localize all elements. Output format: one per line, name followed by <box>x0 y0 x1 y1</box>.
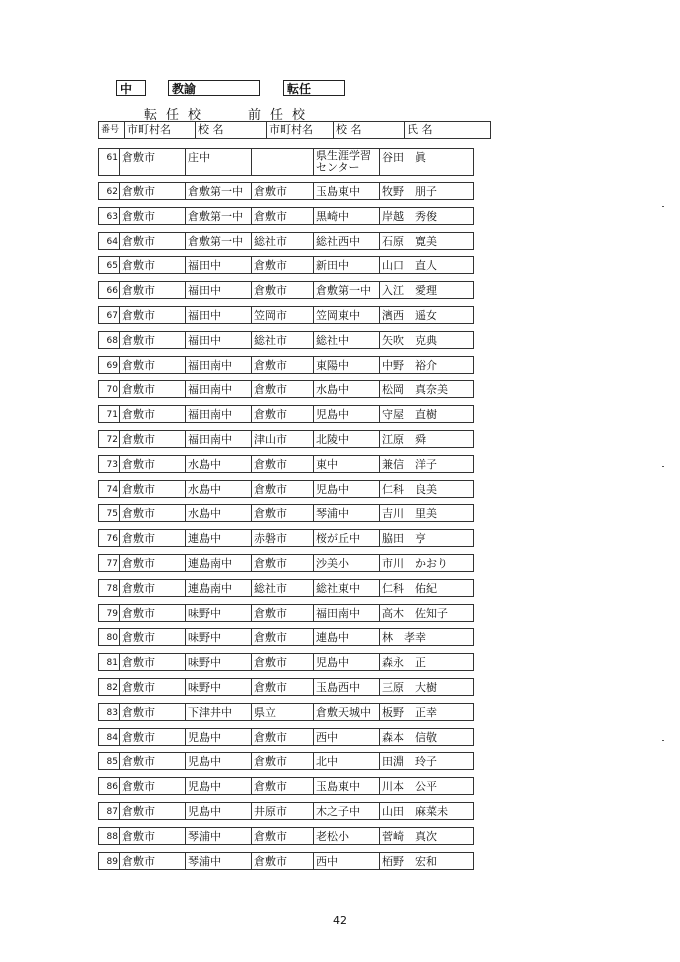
cell-prev-school: 黒崎中 <box>314 208 380 224</box>
cell-no: 83 <box>99 704 120 720</box>
cell-school: 味野中 <box>186 679 252 695</box>
cell-school: 倉敷第一中 <box>186 208 252 224</box>
cell-name: 林 孝幸 <box>382 631 426 645</box>
cell-city: 倉敷市 <box>120 679 186 695</box>
cell-prev-school: 笠岡東中 <box>314 307 380 323</box>
cell-prev-city <box>252 149 314 175</box>
table-row <box>98 182 474 200</box>
cell-city: 倉敷市 <box>120 208 186 224</box>
cell-prev-city: 県立 <box>252 704 314 720</box>
cell-prev-school: 児島中 <box>314 481 380 497</box>
table-row <box>98 281 474 299</box>
scan-mark <box>662 740 664 741</box>
cell-school: 連島南中 <box>186 555 252 571</box>
table-row <box>98 728 474 746</box>
cell-name: 脇田 亨 <box>382 532 426 546</box>
level-box: 中 <box>116 80 146 96</box>
cell-school: 連島南中 <box>186 580 252 596</box>
cell-name: 田淵 玲子 <box>382 755 437 769</box>
cell-school: 福田中 <box>186 307 252 323</box>
cell-prev-city: 倉敷市 <box>252 282 314 298</box>
cell-city: 倉敷市 <box>120 381 186 397</box>
cell-prev-city: 総社市 <box>252 233 314 249</box>
cell-city: 倉敷市 <box>120 778 186 794</box>
table-row <box>98 306 474 324</box>
cell-prev-city: 倉敷市 <box>252 729 314 745</box>
cell-name: 森本 信敬 <box>382 730 437 744</box>
cell-name: 牧野 朋子 <box>382 185 437 198</box>
cell-name: 吉川 里美 <box>382 507 437 521</box>
table-row <box>98 777 474 795</box>
cell-no: 62 <box>99 183 120 199</box>
table-row <box>98 554 474 572</box>
cell-school: 水島中 <box>186 505 252 521</box>
cell-prev-city: 笠岡市 <box>252 307 314 323</box>
cell-city: 倉敷市 <box>120 853 186 869</box>
cell-school: 琴浦中 <box>186 828 252 844</box>
scan-mark <box>662 206 664 207</box>
cell-name: 谷田 眞 <box>382 151 426 164</box>
cell-name: 菅崎 真次 <box>382 829 437 843</box>
cell-school: 連島中 <box>186 530 252 546</box>
cell-prev-school: 西中 <box>314 853 380 869</box>
table-row <box>98 752 474 770</box>
cell-school: 児島中 <box>186 753 252 769</box>
cell-name: 矢吹 克典 <box>382 333 437 347</box>
cell-prev-city: 倉敷市 <box>252 753 314 769</box>
cell-prev-school: 総社西中 <box>314 233 380 249</box>
cell-prev-school: 玉島西中 <box>314 679 380 695</box>
cell-name: 川本 公平 <box>382 780 437 794</box>
cell-name: 板野 正幸 <box>382 705 437 719</box>
table-row <box>98 827 474 845</box>
cell-name: 山口 直人 <box>382 259 437 273</box>
cell-no: 65 <box>99 257 120 273</box>
cell-no: 67 <box>99 307 120 323</box>
table-row <box>98 331 474 349</box>
cell-no: 61 <box>99 149 120 175</box>
table-row <box>98 148 474 176</box>
cell-prev-city: 倉敷市 <box>252 208 314 224</box>
col-name: 氏 名 <box>405 122 491 139</box>
cell-prev-school: 倉敷天城中 <box>314 704 380 720</box>
cell-school: 福田南中 <box>186 406 252 422</box>
cell-no: 81 <box>99 654 120 670</box>
table-row <box>98 356 474 374</box>
page-number: 42 <box>333 914 347 927</box>
cell-prev-city: 倉敷市 <box>252 381 314 397</box>
cell-prev-school: 西中 <box>314 729 380 745</box>
cell-city: 倉敷市 <box>120 282 186 298</box>
cell-school: 水島中 <box>186 456 252 472</box>
cell-name: 仁科 佑紀 <box>382 581 437 595</box>
table-row <box>98 256 474 274</box>
cell-no: 80 <box>99 629 120 645</box>
cell-name: 江原 舜 <box>382 433 426 446</box>
cell-prev-city: 倉敷市 <box>252 828 314 844</box>
cell-school: 水島中 <box>186 481 252 497</box>
cell-prev-school: 児島中 <box>314 406 380 422</box>
table-row <box>98 802 474 820</box>
cell-prev-city: 倉敷市 <box>252 778 314 794</box>
cell-no: 74 <box>99 481 120 497</box>
cell-city: 倉敷市 <box>120 332 186 348</box>
cell-city: 倉敷市 <box>120 406 186 422</box>
cell-no: 66 <box>99 282 120 298</box>
cell-name: 岸越 秀俊 <box>382 209 437 223</box>
table-row <box>98 405 474 423</box>
cell-prev-school: 老松小 <box>314 828 380 844</box>
cell-school: 味野中 <box>186 654 252 670</box>
column-header-table <box>98 121 491 139</box>
table-row <box>98 380 474 398</box>
cell-prev-city: 倉敷市 <box>252 456 314 472</box>
cell-prev-school: 県生涯学習センター <box>314 149 380 175</box>
cell-no: 87 <box>99 803 120 819</box>
cell-name: 市川 かおり <box>382 557 448 570</box>
cell-prev-school: 北中 <box>314 753 380 769</box>
cell-school: 琴浦中 <box>186 853 252 869</box>
cell-name: 松岡 真奈美 <box>382 383 448 397</box>
cell-city: 倉敷市 <box>120 149 186 175</box>
cell-prev-city: 倉敷市 <box>252 605 314 621</box>
cell-city: 倉敷市 <box>120 704 186 720</box>
cell-city: 倉敷市 <box>120 629 186 645</box>
col-prev-city: 市町村名 <box>267 122 334 139</box>
cell-prev-city: 倉敷市 <box>252 679 314 695</box>
cell-name: 濱西 遥女 <box>382 309 437 322</box>
cell-no: 82 <box>99 679 120 695</box>
cell-prev-school: 連島中 <box>314 629 380 645</box>
cell-city: 倉敷市 <box>120 555 186 571</box>
table-row <box>98 703 474 721</box>
cell-school: 味野中 <box>186 629 252 645</box>
cell-school: 児島中 <box>186 803 252 819</box>
cell-prev-city: 倉敷市 <box>252 505 314 521</box>
cell-prev-school: 木之子中 <box>314 803 380 819</box>
cell-prev-school: 東中 <box>314 456 380 472</box>
cell-school: 福田南中 <box>186 381 252 397</box>
cell-city: 倉敷市 <box>120 729 186 745</box>
cell-prev-school: 福田南中 <box>314 605 380 621</box>
cell-no: 84 <box>99 729 120 745</box>
cell-no: 85 <box>99 753 120 769</box>
cell-prev-school: 新田中 <box>314 257 380 273</box>
cell-no: 71 <box>99 406 120 422</box>
cell-name: 入江 愛理 <box>382 284 437 298</box>
table-row <box>98 232 474 250</box>
cell-prev-city: 倉敷市 <box>252 481 314 497</box>
table-row <box>98 207 474 225</box>
cell-no: 77 <box>99 555 120 571</box>
cell-city: 倉敷市 <box>120 530 186 546</box>
cell-city: 倉敷市 <box>120 307 186 323</box>
cell-prev-city: 倉敷市 <box>252 555 314 571</box>
cell-prev-school: 水島中 <box>314 381 380 397</box>
cell-city: 倉敷市 <box>120 456 186 472</box>
cell-prev-school: 倉敷第一中 <box>314 282 380 298</box>
col-school: 校 名 <box>196 122 267 139</box>
table-row <box>98 852 474 870</box>
cell-school: 味野中 <box>186 605 252 621</box>
cell-city: 倉敷市 <box>120 580 186 596</box>
table-row <box>98 455 474 473</box>
cell-no: 68 <box>99 332 120 348</box>
cell-no: 76 <box>99 530 120 546</box>
cell-school: 児島中 <box>186 778 252 794</box>
cell-prev-school: 東陽中 <box>314 357 380 373</box>
cell-school: 下津井中 <box>186 704 252 720</box>
section-previous-school: 前任校 <box>248 108 315 123</box>
cell-name: 仁科 良美 <box>382 482 437 496</box>
cell-name: 石原 寛美 <box>382 234 437 248</box>
cell-no: 88 <box>99 828 120 844</box>
cell-name: 山田 麻菜未 <box>382 805 448 818</box>
cell-city: 倉敷市 <box>120 654 186 670</box>
cell-school: 福田南中 <box>186 357 252 373</box>
cell-school: 福田南中 <box>186 431 252 447</box>
cell-school: 倉敷第一中 <box>186 183 252 199</box>
cell-city: 倉敷市 <box>120 505 186 521</box>
table-row <box>98 604 474 622</box>
cell-city: 倉敷市 <box>120 753 186 769</box>
cell-prev-city: 倉敷市 <box>252 406 314 422</box>
cell-name: 森永 正 <box>382 656 426 670</box>
cell-school: 児島中 <box>186 729 252 745</box>
cell-prev-school: 総社東中 <box>314 580 380 596</box>
cell-prev-city: 倉敷市 <box>252 183 314 199</box>
cell-name: 栢野 宏和 <box>382 854 437 868</box>
cell-city: 倉敷市 <box>120 431 186 447</box>
cell-city: 倉敷市 <box>120 357 186 373</box>
cell-city: 倉敷市 <box>120 803 186 819</box>
cell-no: 63 <box>99 208 120 224</box>
cell-city: 倉敷市 <box>120 233 186 249</box>
cell-city: 倉敷市 <box>120 605 186 621</box>
table-row <box>98 678 474 696</box>
cell-no: 72 <box>99 431 120 447</box>
cell-prev-city: 津山市 <box>252 431 314 447</box>
cell-prev-city: 総社市 <box>252 332 314 348</box>
table-row <box>98 653 474 671</box>
cell-name: 高木 佐知子 <box>382 606 448 620</box>
cell-prev-city: 井原市 <box>252 803 314 819</box>
cell-name: 中野 裕介 <box>382 358 437 372</box>
table-row <box>98 628 474 646</box>
cell-prev-school: 児島中 <box>314 654 380 670</box>
table-row <box>98 480 474 498</box>
table-row <box>98 430 474 448</box>
cell-prev-school: 桜が丘中 <box>314 530 380 546</box>
cell-name: 守屋 直樹 <box>382 408 437 422</box>
cell-no: 73 <box>99 456 120 472</box>
cell-city: 倉敷市 <box>120 257 186 273</box>
cell-school: 福田中 <box>186 282 252 298</box>
cell-school: 庄中 <box>186 149 252 175</box>
cell-prev-city: 倉敷市 <box>252 629 314 645</box>
table-row <box>98 529 474 547</box>
cell-prev-school: 総社中 <box>314 332 380 348</box>
cell-school: 福田中 <box>186 332 252 348</box>
cell-no: 78 <box>99 580 120 596</box>
cell-prev-school: 琴浦中 <box>314 505 380 521</box>
cell-prev-school: 玉島東中 <box>314 778 380 794</box>
cell-no: 64 <box>99 233 120 249</box>
col-prev-school: 校 名 <box>334 122 405 139</box>
cell-prev-school: 北陵中 <box>314 431 380 447</box>
cell-school: 福田中 <box>186 257 252 273</box>
cell-prev-city: 倉敷市 <box>252 853 314 869</box>
cell-prev-school: 玉島東中 <box>314 183 380 199</box>
table-row <box>98 504 474 522</box>
cell-prev-city: 赤磐市 <box>252 530 314 546</box>
cell-prev-school: 沙美小 <box>314 555 380 571</box>
col-number: 番号 <box>99 122 125 139</box>
scan-mark <box>662 466 664 467</box>
type-box: 転任 <box>283 80 345 96</box>
cell-no: 86 <box>99 778 120 794</box>
cell-prev-city: 倉敷市 <box>252 357 314 373</box>
section-current-school: 転任校 <box>144 108 211 123</box>
cell-city: 倉敷市 <box>120 183 186 199</box>
table-row <box>98 579 474 597</box>
cell-no: 70 <box>99 381 120 397</box>
cell-school: 倉敷第一中 <box>186 233 252 249</box>
col-city: 市町村名 <box>125 122 196 139</box>
cell-prev-city: 倉敷市 <box>252 257 314 273</box>
cell-city: 倉敷市 <box>120 828 186 844</box>
cell-prev-city: 倉敷市 <box>252 654 314 670</box>
cell-prev-city: 総社市 <box>252 580 314 596</box>
cell-city: 倉敷市 <box>120 481 186 497</box>
cell-no: 69 <box>99 357 120 373</box>
cell-no: 79 <box>99 605 120 621</box>
role-box: 教諭 <box>168 80 260 96</box>
cell-name: 三原 大樹 <box>382 681 437 694</box>
cell-name: 兼信 洋子 <box>382 457 437 471</box>
cell-no: 75 <box>99 505 120 521</box>
cell-no: 89 <box>99 853 120 869</box>
